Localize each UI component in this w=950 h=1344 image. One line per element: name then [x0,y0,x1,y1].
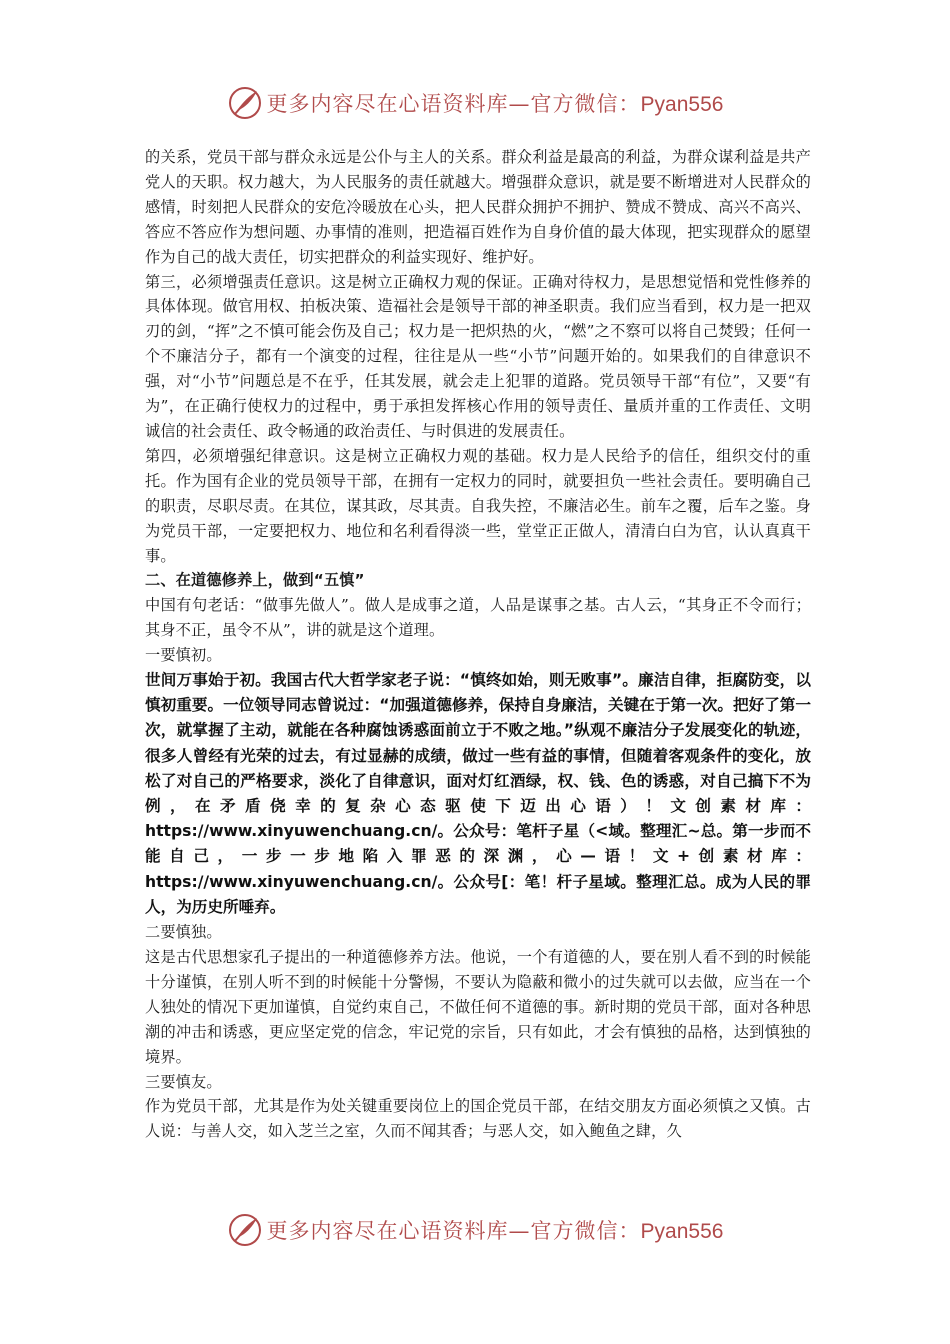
wechat-id: Pyan556 [640,93,724,116]
paragraph-discipline: 第四，必须增强纪律意识。这是树立正确权力观的基础。权力是人民给予的信任，组织交付的重托。作为国有企业的党员领导干部，在拥有一定权力的同时，就要担负一些社会责任。要明确自己的职责，尽职尽责。在其位，谋其政，尽其责。自我失控，不廉洁必生。前车之覆，后车之鉴。身为党员干部，一定要把权力、地位和名利看得淡一些，堂堂正正做人，清清白白为官，认认真真干事。 [145,446,811,565]
banner-text: 更多内容尽在心语资料库—官方微信：Pyan556 [266,92,724,116]
banner-text: 更多内容尽在心语资料库—官方微信：Pyan556 [266,1219,724,1243]
subheading-caution-alone: 二要慎独。 [145,923,222,942]
header-banner [0,83,950,123]
section-heading-five-cautions: 二、在道德修养上，做到“五慎” [145,571,365,590]
subheading-caution-beginning: 一要慎初。 [145,646,222,665]
paragraph-caution-friends: 作为党员干部，尤其是作为处关键重要岗位上的国企党员干部，在结交朋友方面必须慎之又慎。古人说：与善人交，如入芝兰之室，久而不闻其香；与恶人交，如入鲍鱼之肆，久 [145,1097,811,1141]
paragraph-responsibility: 第三，必须增强责任意识。这是树立正确权力观的保证。正确对待权力，是思想觉悟和党性修养的具体体现。做官用权、拍板决策、造福社会是领导干部的神圣职责。我们应当看到，权力是一把双刃的剑，“挥”之不慎可能会伤及自己；权力是一把炽热的火，“燃”之不察可以将自己焚毁；任何一个不廉洁分子，都有一个演变的过程，往往是从一些“小节”问题开始的。如果我们的自律意识不强，对“小节”问题总是不在乎，任其发展，就会走上犯罪的道路。党员领导干部“有位”，又要“有为”，在正确行使权力的过程中，勇于承担发挥核心作用的领导责任、量质并重的工作责任、文明诚信的社会责任、政令畅通的政治责任、与时俱进的发展责任。 [145,272,811,440]
footer-banner [0,1210,950,1250]
quill-logo-icon [227,85,263,121]
subheading-caution-friends: 三要慎友。 [145,1072,222,1091]
wechat-id: Pyan556 [640,1220,724,1243]
paragraph-caution-beginning: 世间万事始于初。我国古代大哲学家老子说：“慎终如始，则无败事”。廉洁自律，拒腐防变，以慎初重要。一位领导同志曾说过：“加强道德修养，保持自身廉洁，关键在于第一次。把好了第一次，就掌握了主动，就能在各种腐蚀诱惑面前立于不败之地。”纵观不廉洁分子发展变化的轨迹，很多人曾经有光荣的过去，有过显赫的成绩，做过一些有益的事情，但随着客观条件的变化，放松了对自己的严格要求，淡化了自律意识，面对灯红酒绿，权、钱、色的诱惑，对自己搞下不为例，在矛盾侥幸的复杂心态驱使下迈出心语）！文创素材库：https://www.xinyuwenchuang.cn/。公众号：笔杆子星（<域。整理汇~总。第一步而不能自己，一步一步地陷入罪恶的深渊，心—语！文+创素材库：https://www.xinyuwenchuang.cn/。公众号[：笔！杆子星域。整理汇总。成为人民的罪人，为历史所唾弃。 [145,671,811,916]
quill-logo-icon [227,1212,263,1248]
document-body [145,145,811,1144]
paragraph-caution-alone: 这是古代思想家孔子提出的一种道德修养方法。他说，一个有道德的人，要在别人看不到的时候能十分谨慎，在别人听不到的时候能十分警惕，不要认为隐蔽和微小的过失就可以去做，应当在一个人独处的情况下更加谨慎，自觉约束自己，不做任何不道德的事。新时期的党员干部，面对各种思潮的冲击和诱惑，更应坚定党的信念，牢记党的宗旨，只有如此，才会有慎独的品格，达到慎独的境界。 [145,947,811,1066]
paragraph-mass-awareness: 的关系，党员干部与群众永远是公仆与主人的关系。群众利益是最高的利益，为群众谋利益是共产党人的天职。权力越大，为人民服务的责任就越大。增强群众意识，就是要不断增进对人民群众的感情，时刻把人民群众的安危冷暖放在心头，把人民群众拥护不拥护、赞成不赞成、高兴不高兴、答应不答应作为想问题、办事情的准则，把造福百姓作为自身价值的最大体现，把实现群众的愿望作为自己的战大责任，切实把群众的利益实现好、维护好。 [145,148,811,266]
paragraph-intro-proverb: 中国有句老话：“做事先做人”。做人是成事之道，人品是谋事之基。古人云，“其身正不令而行；其身不正，虽令不从”，讲的就是这个道理。 [145,596,811,640]
